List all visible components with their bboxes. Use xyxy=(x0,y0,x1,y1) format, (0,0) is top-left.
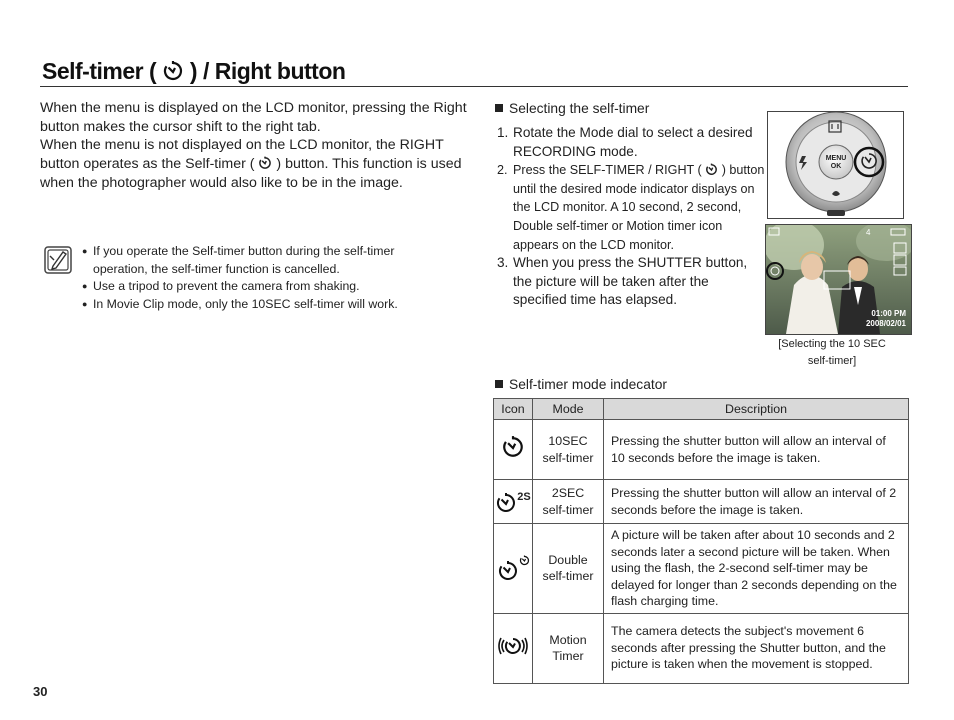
notes-list xyxy=(82,243,442,313)
page-title xyxy=(42,58,345,85)
step-1: 1. Rotate the Mode dial to select a desired RECORDING mode. xyxy=(497,125,753,159)
page-title-prefix: Self-timer ( xyxy=(42,58,157,84)
column-header-icon: Icon xyxy=(494,399,533,420)
dial-ok-label: OK xyxy=(830,163,842,170)
step-2: 2. Press the SELF-TIMER / RIGHT ( ) button until the desired mode indicator displays on the LCD monitor. A 10 second, 2 second, Double self-timer or Motion timer icon appears on the LCD monitor. xyxy=(497,163,765,252)
lcd-preview-image xyxy=(765,224,912,335)
timer-motion-icon xyxy=(494,613,533,683)
square-bullet-icon xyxy=(495,104,503,112)
title-rule xyxy=(40,86,908,87)
table-header-row xyxy=(494,399,909,420)
note-item: ● Use a tripod to prevent the camera from shaking. xyxy=(82,278,442,296)
mode-cell: 2SEC self-timer xyxy=(533,480,604,524)
column-header-description: Description xyxy=(604,399,909,420)
self-timer-inline-icon xyxy=(705,163,718,176)
selecting-steps xyxy=(497,124,765,310)
note-item: ● If you operate the Self-timer button during the self-timer operation, the self-timer function is cancelled. xyxy=(82,243,442,278)
camera-dial-illustration xyxy=(767,111,904,219)
square-bullet-icon xyxy=(495,380,503,388)
dial-menu-label: MENU xyxy=(825,155,847,162)
selecting-heading: Selecting the self-timer xyxy=(495,101,649,116)
timer-double-icon xyxy=(494,524,533,614)
mode-cell: Motion Timer xyxy=(533,613,604,683)
intro-text xyxy=(40,99,470,193)
page-title-suffix: ) / Right button xyxy=(189,58,346,84)
table-row xyxy=(494,613,909,683)
page-number: 30 xyxy=(33,684,48,699)
description-cell: Pressing the shutter button will allow an interval of 10 seconds before the image is taken. xyxy=(604,420,909,480)
timer-10s-icon xyxy=(494,420,533,480)
table-row xyxy=(494,420,909,480)
column-header-mode: Mode xyxy=(533,399,604,420)
image-caption: [Selecting the 10 SEC self-timer] xyxy=(778,338,886,367)
intro-paragraph-1: When the menu is displayed on the LCD monitor, pressing the Right button makes the cursor shift to the right tab. xyxy=(40,100,467,135)
step-3: 3. When you press the SHUTTER button, the picture will be taken after the specified time has elapsed. xyxy=(497,255,748,308)
description-cell: The camera detects the subject's movement 6 seconds after pressing the Shutter button, and the picture is taken when the movement is stopped. xyxy=(604,613,909,683)
note-item: ● In Movie Clip mode, only the 10SEC self-timer will work. xyxy=(82,296,442,314)
table-row xyxy=(494,524,909,614)
lcd-shot-counter: 4 xyxy=(866,228,871,237)
mode-cell: Double self-timer xyxy=(533,524,604,614)
indicator-heading: Self-timer mode indecator xyxy=(495,377,667,392)
mode-cell: 10SEC self-timer xyxy=(533,420,604,480)
lcd-date: 2008/02/01 xyxy=(865,319,906,328)
self-timer-icon xyxy=(162,60,184,82)
self-timer-inline-icon xyxy=(258,156,272,170)
description-cell: A picture will be taken after about 10 seconds and 2 seconds later a second picture will be taken. When using the flash, the 2-second self-timer may be delayed for longer than 2 seconds depending on the flash charging time. xyxy=(604,524,909,614)
timer-2s-icon: 2S xyxy=(494,480,533,524)
description-cell: Pressing the shutter button will allow an interval of 2 seconds before the image is taken. xyxy=(604,480,909,524)
note-pencil-icon xyxy=(44,246,72,274)
lcd-time: 01:00 PM xyxy=(871,309,906,318)
intro-paragraph-2: When the menu is not displayed on the LCD monitor, the RIGHT button operates as the Self-timer ( ) button. This function is used when the photographer would also like to be in the image. xyxy=(40,137,462,191)
self-timer-mode-table xyxy=(493,398,909,684)
table-row xyxy=(494,480,909,524)
